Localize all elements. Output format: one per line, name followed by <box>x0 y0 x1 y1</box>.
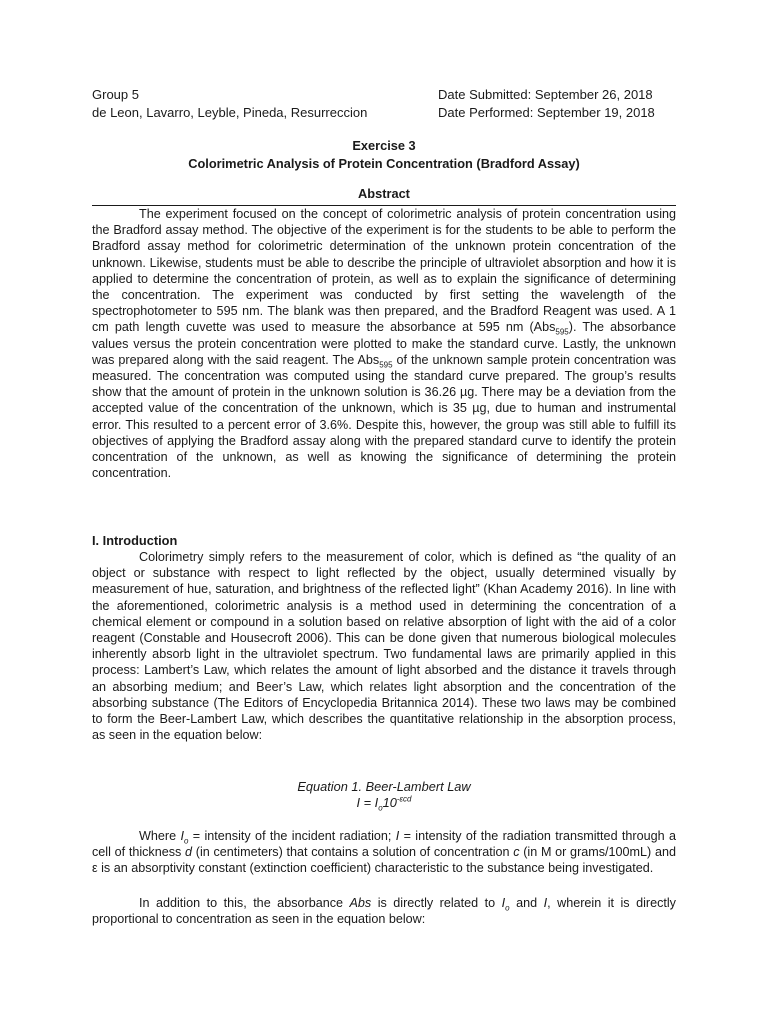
header-row-2 <box>92 104 676 122</box>
group-members: de Leon, Lavarro, Leyble, Pineda, Resurreccion <box>92 105 368 120</box>
equation-formula: $I = I_o10^{-\varepsilon cd}$ <box>356 794 412 813</box>
exercise-number: Exercise 3 <box>352 138 416 153</box>
date-performed: Date Performed: September 19, 2018 <box>438 105 655 120</box>
addition-text <box>92 895 676 927</box>
abstract-body <box>92 206 676 481</box>
where-definitions <box>92 828 676 877</box>
equation-block <box>92 779 676 811</box>
group-label: Group 5 <box>92 87 139 102</box>
addition-paragraph: In addition to this, the absorbance Abs is directly related to $I_o$ and I, wherein it is directly proportional to concentration as seen in the equation below: <box>92 896 676 927</box>
equation-caption: Equation 1. Beer-Lambert Law <box>297 779 471 794</box>
exercise-title: Colorimetric Analysis of Protein Concentration (Bradford Assay) <box>188 156 580 171</box>
abstract-paragraph: The experiment focused on the concept of colorimetric analysis of protein concentration using the Bradford assay method. The objective of the experiment is for the students to be able to perform the Bradford assay method for colorimetric determination of the unknown protein concentration of the unknown. Likewise, students must be able to describe the principle of ultraviolet absorption and how it is applied to determine the concentration of protein, as well as to explain the significance of determining the concentration. The experiment was conducted by first setting the wavelength of the spectrophotometer to 595 nm. The blank was then prepared, and the Bradford Reagent was used. A 1 cm path length cuvette was used to measure the absorbance at 595 nm (Abs$_{595}$). The absorbance values versus the protein concentration were plotted to make the standard curve. Lastly, the unknown was prepared along with the said reagent. The Abs$_{595}$ of the unknown sample protein concentration was measured. The concentration was computed using the standard curve prepared. The group’s results show that the amount of protein in the unknown solution is 36.26 µg. There may be a deviation from the accepted value of the concentration of the unknown, which is 35 µg, due to human and instrumental error. This resulted to a percent error of 3.6%. Despite this, however, the group was still able to fulfill its objectives of applying the Bradford assay along with the prepared standard curve to identify the protein concentration of the unknown, as well as knowing the significance of determining the protein concentration. <box>92 207 676 481</box>
date-submitted: Date Submitted: September 26, 2018 <box>438 87 653 102</box>
where-paragraph: Where $I_o$ = intensity of the incident radiation; I = intensity of the radiation transmitted through a cell of thickness d (in centimeters) that contains a solution of concentration c (in M or grams/100mL) and ε is an absorptivity constant (extinction coefficient) characteristic to the substance being investigated. <box>92 829 677 876</box>
introduction-heading: I. Introduction <box>92 533 178 548</box>
header-row-1 <box>92 86 676 104</box>
document-title <box>92 137 676 173</box>
introduction-body <box>92 549 676 743</box>
abstract-heading: Abstract <box>358 186 410 201</box>
document-header <box>92 86 676 122</box>
introduction-paragraph: Colorimetry simply refers to the measurement of color, which is defined as “the quality of an object or substance with respect to light reflected by the object, usually determined visually by measurement of hue, saturation, and brightness of the reflected light” (Khan Academy 2016). In line with the aforementioned, colorimetric analysis is a method used in determining the concentration of a chemical element or compound in a solution based on relative absorption of light with the aid of a color reagent (Constable and Housecroft 2006). This can be done given that numerous biological molecules inherently absorb light in the ultraviolet spectrum. Two fundamental laws are primarily applied in this process: Lambert’s Law, which relates the amount of light absorbed and the distance it travels through an absorbing medium; and Beer’s Law, which relates light absorption and the concentration of the absorbing substance (The Editors of Encyclopedia Britannica 2014). These two laws may be combined to form the Beer-Lambert Law, which describes the quantitative relationship in the absorption process, as seen in the equation below: <box>92 550 676 743</box>
